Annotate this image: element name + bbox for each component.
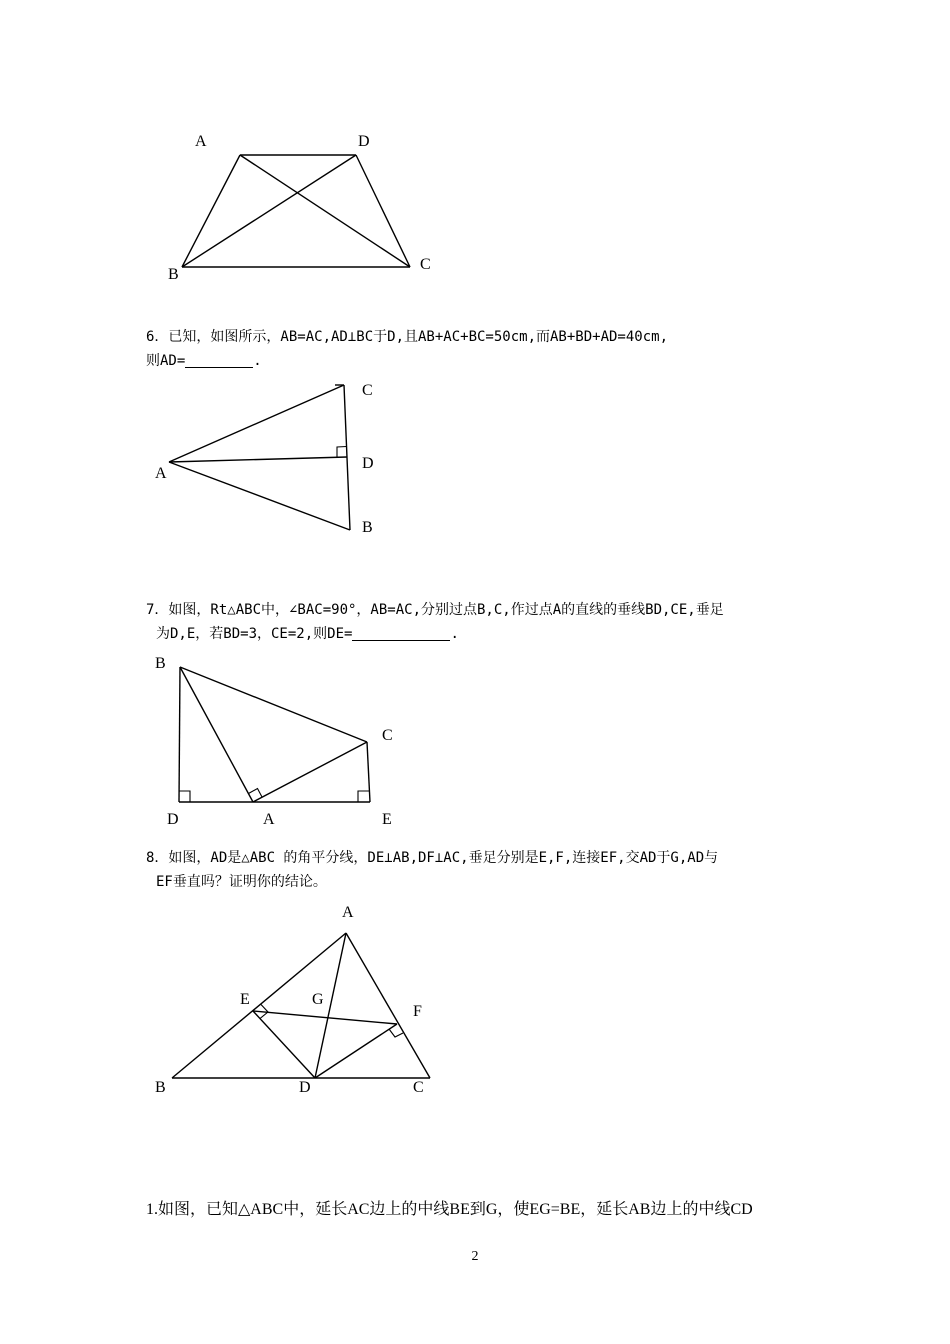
label-c: C	[420, 256, 431, 273]
question-7-suffix: .	[450, 626, 459, 642]
right-angle-mark-a	[249, 789, 263, 798]
label-c: C	[413, 1079, 424, 1096]
figure-right-triangle-q7	[145, 650, 415, 835]
segment-df	[315, 1024, 397, 1078]
question-6	[146, 325, 668, 373]
label-e: E	[382, 811, 392, 828]
label-d: D	[358, 133, 370, 150]
segment-de	[253, 1011, 315, 1078]
label-d: D	[299, 1079, 311, 1096]
segment-ec	[367, 742, 370, 802]
segment-dc	[356, 155, 410, 267]
question-8-line-2: EF垂直吗？证明你的结论。	[156, 874, 327, 890]
label-g: G	[312, 991, 324, 1008]
question-7	[146, 598, 724, 646]
page-number: 2	[471, 1249, 479, 1264]
answer-blank-de[interactable]	[352, 624, 450, 641]
question-7-line-1: 7．如图，Rt△ABC中，∠BAC=90°，AB=AC,分别过点B,C,作过点A的直线的垂线BD,CE,垂足	[146, 602, 724, 618]
label-a: A	[155, 465, 167, 482]
label-d: D	[362, 455, 374, 472]
label-a: A	[263, 811, 275, 828]
segment-bc	[180, 667, 367, 742]
question-6-line-2	[146, 349, 668, 373]
diagonal-ac	[240, 155, 410, 267]
figure-triangle-q6	[145, 375, 395, 540]
label-a: A	[342, 904, 354, 921]
diagonal-bd	[182, 155, 356, 267]
answer-blank-ad[interactable]	[185, 351, 253, 368]
right-angle-mark	[337, 447, 347, 458]
label-b: B	[168, 266, 179, 283]
label-e: E	[240, 991, 250, 1008]
segment-bd	[179, 667, 180, 802]
question-6-suffix: .	[253, 353, 262, 369]
label-f: F	[413, 1003, 422, 1020]
right-angle-mark-f	[389, 1029, 403, 1037]
right-angle-mark-e	[358, 791, 370, 802]
segment-ef	[253, 1011, 397, 1024]
segment-ba	[180, 667, 253, 802]
label-a: A	[195, 133, 207, 150]
figure-quadrilateral-abcd	[160, 125, 450, 290]
question-8	[146, 846, 718, 894]
label-b: B	[155, 655, 166, 672]
label-b: B	[362, 519, 373, 536]
question-7-line-2	[146, 622, 724, 646]
right-angle-mark-d	[179, 791, 190, 802]
question-7-prefix: 为D,E，若BD=3，CE=2,则DE=	[156, 626, 353, 642]
question-6-line-1: 6．已知，如图所示，AB=AC,AD⊥BC于D,且AB+AC+BC=50cm,而AB+BD+AD=40cm,	[146, 329, 669, 345]
segment-ac	[169, 385, 344, 462]
label-c: C	[362, 382, 373, 399]
segment-ad	[169, 457, 347, 462]
label-b: B	[155, 1079, 166, 1096]
segment-ab	[169, 462, 350, 530]
question-6-prefix: 则AD=	[146, 353, 186, 369]
figure-angle-bisector-q8	[145, 900, 445, 1100]
segment-ab	[182, 155, 240, 267]
label-d: D	[167, 811, 179, 828]
label-c: C	[382, 727, 393, 744]
segment-ac	[253, 742, 367, 802]
question-1-next-section: 1.如图，已知△ABC中，延长AC边上的中线BE到G，使EG=BE，延长AB边上的中线CD	[146, 1201, 753, 1218]
question-8-line-1: 8．如图，AD是△ABC 的角平分线，DE⊥AB,DF⊥AC,垂足分别是E,F,连接EF,交AD于G,AD与	[146, 850, 719, 866]
